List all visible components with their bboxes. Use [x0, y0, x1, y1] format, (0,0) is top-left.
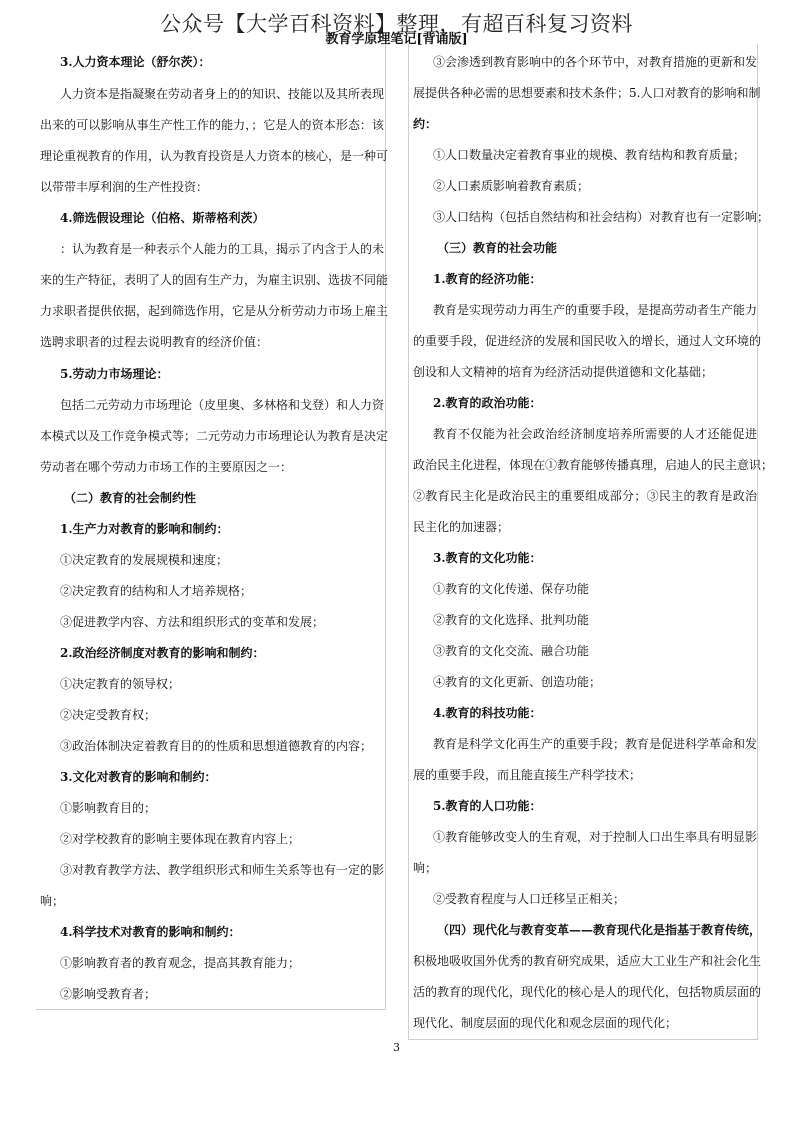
list-item: ③政治体制决定着教育目的的性质和思想道德教育的内容；	[60, 739, 373, 753]
section-heading-social-function: （三）教育的社会功能	[437, 241, 558, 255]
paragraph-line: 现代化、制度层面的现代化和观念层面的现代化；	[413, 1016, 678, 1030]
paragraph-line: 创设和人文精神的培育为经济活动提供道德和文化基础；	[413, 365, 714, 379]
list-item: ①人口数量决定着教育事业的规模、教育结构和教育质量；	[433, 148, 746, 162]
list-item: ①影响教育目的；	[60, 801, 157, 815]
list-item: ②人口素质影响着教育素质；	[433, 179, 590, 193]
paragraph-line: 响；	[413, 861, 438, 875]
paragraph-line: 劳动者在哪个劳动力市场工作的主要原因之一：	[40, 460, 293, 474]
document-title: 教育学原理笔记[背诵版]	[325, 32, 468, 47]
paragraph-line: 积极地吸收国外优秀的教育研究成果，适应大工业生产和社会化生	[413, 954, 762, 968]
paragraph-line: 以带带丰厚利润的生产性投资：	[40, 180, 209, 194]
list-item: ①教育的文化传递、保存功能	[433, 582, 590, 596]
heading-population-function: 5.教育的人口功能：	[433, 799, 542, 813]
paragraph-line: 教育是实现劳动力再生产的重要手段，是提高劳动者生产能力	[433, 303, 758, 317]
paragraph-line: 民主化的加速器；	[413, 520, 510, 534]
left-column	[36, 44, 389, 1010]
paragraph-line: 约：	[413, 117, 438, 131]
paragraph-line: 活的教育的现代化，现代化的核心是人的现代化，包括物质层面的	[413, 985, 762, 999]
paragraph-line: 包括二元劳动力市场理论（皮里奥、多林格和戈登）和人力资	[60, 398, 385, 412]
heading-culture: 3.文化对教育的影响和制约：	[60, 770, 217, 784]
list-item: ②决定教育的结构和人才培养规格；	[60, 584, 253, 598]
heading-labor-market: 5.劳动力市场理论：	[60, 367, 169, 381]
paragraph-line: ：认为教育是一种表示个人能力的工具，揭示了内含于人的未	[60, 242, 385, 256]
list-item: ②教育的文化选择、批判功能	[433, 613, 590, 627]
paragraph-line: 出来的可以影响从事生产性工作的能力，；它是人的资本形态：该	[40, 118, 384, 132]
paragraph-line: 展的重要手段，而且能直接生产科学技术；	[413, 768, 642, 782]
paragraph-line: 的重要手段，促进经济的发展和国民收入的增长，通过人文环境的	[413, 334, 762, 348]
heading-productivity: 1.生产力对教育的影响和制约：	[60, 522, 229, 536]
list-item: ②影响受教育者；	[60, 987, 157, 1001]
heading-cultural-function: 3.教育的文化功能：	[433, 551, 542, 565]
list-item: ①影响教育者的教育观念，提高其教育能力；	[60, 956, 301, 970]
paragraph-line: 来的生产特征，表明了人的固有生产力，为雇主识别、选拔不同能	[40, 273, 389, 287]
list-item: ③促进教学内容、方法和组织形式的变革和发展；	[60, 615, 325, 629]
list-item: ①决定教育的领导权；	[60, 677, 181, 691]
list-item: ①教育能够改变人的生育观，对于控制人口出生率具有明显影	[433, 830, 758, 844]
paragraph-line: 本模式以及工作竞争模式等；二元劳动力市场理论认为教育是决定	[40, 429, 389, 443]
paragraph-line: 人力资本是指凝聚在劳动者身上的的知识、技能以及其所表现	[60, 87, 385, 101]
paragraph-line: 理论重视教育的作用，认为教育投资是人力资本的核心，是一种可	[40, 149, 389, 163]
page-number: 3	[393, 1041, 400, 1054]
heading-tech-function: 4.教育的科技功能：	[433, 706, 542, 720]
paragraph-line: 教育不仅能为社会政治经济制度培养所需要的人才还能促进	[433, 427, 757, 441]
paragraph-line: 响；	[40, 894, 65, 908]
right-column	[408, 44, 774, 1040]
paragraph-line: ②教育民主化是政治民主的重要组成部分；③民主的教育是政治	[413, 489, 757, 503]
list-item: ④教育的文化更新、创造功能；	[433, 675, 602, 689]
heading-economic-function: 1.教育的经济功能：	[433, 272, 542, 286]
heading-political-economic: 2.政治经济制度对教育的影响和制约：	[60, 646, 265, 660]
heading-political-function: 2.教育的政治功能：	[433, 396, 542, 410]
paragraph-line: 政治民主化进程，体现在①教育能够传播真理，启迪人的民主意识；	[413, 458, 774, 472]
list-item: ②决定受教育权；	[60, 708, 157, 722]
list-item: ③人口结构（包括自然结构和社会结构）对教育也有一定影响；	[433, 210, 770, 224]
watermark-text: 公众号【大学百科资料】整理，有超百科复习资料	[160, 12, 633, 36]
list-item: ③对教育教学方法、教学组织形式和师生关系等也有一定的影	[60, 863, 385, 877]
list-item: ②受教育程度与人口迁移呈正相关；	[433, 892, 626, 906]
paragraph-line: ③会渗透到教育影响中的各个环节中，对教育措施的更新和发	[433, 55, 758, 69]
list-item: ①决定教育的发展规模和速度；	[60, 553, 229, 567]
heading-screening-hypothesis: 4.筛选假设理论（伯格、斯蒂格利茨）	[60, 211, 265, 225]
paragraph-line: 力求职者提供依据，起到筛选作用，它是从分析劳动力市场上雇主	[40, 304, 389, 318]
paragraph-line: 教育是科学文化再生产的重要手段；教育是促进科学革命和发	[433, 737, 758, 751]
section-heading-social-constraint: （二）教育的社会制约性	[64, 491, 197, 505]
heading-science-technology: 4.科学技术对教育的影响和制约：	[60, 925, 241, 939]
list-item: ②对学校教育的影响主要体现在教育内容上；	[60, 832, 301, 846]
section-heading-modernization: （四）现代化与教育变革——教育现代化是指基于教育传统，	[437, 923, 762, 937]
heading-human-capital: 3.人力资本理论（舒尔茨）：	[60, 55, 211, 69]
paragraph-line: 展提供各种必需的思想要素和技术条件；5.人口对教育的影响和制	[413, 86, 761, 100]
list-item: ③教育的文化交流、融合功能	[433, 644, 590, 658]
paragraph-line: 选聘求职者的过程去说明教育的经济价值：	[40, 335, 269, 349]
